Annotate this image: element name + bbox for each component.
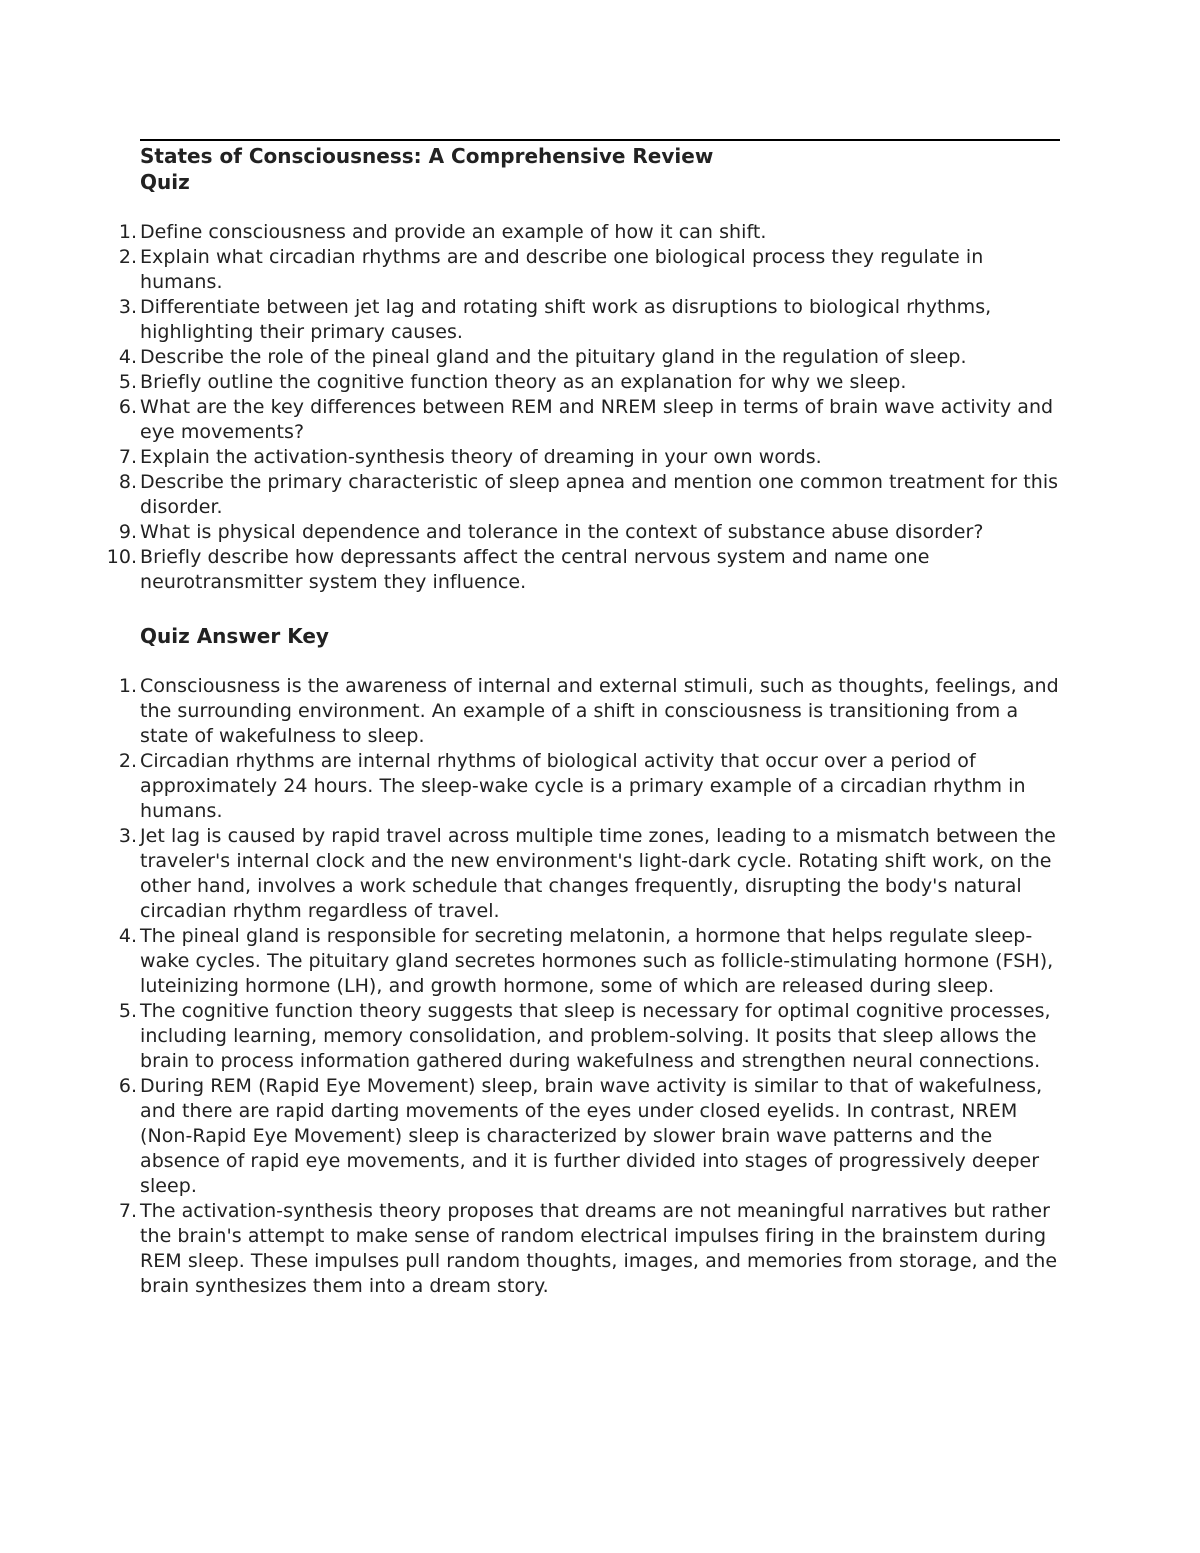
quiz-item-number: 3. (118, 296, 137, 318)
quiz-item-text: Briefly outline the cognitive function theory as an explanation for why we sleep. (140, 371, 907, 393)
quiz-item-text: Describe the role of the pineal gland and the pituitary gland in the regulation of sleep. (140, 346, 967, 368)
quiz-item-text: Differentiate between jet lag and rotating shift work as disruptions to biological rhythms, highlighting their primary causes. (140, 296, 992, 343)
document-page (106, 139, 1060, 1299)
quiz-item-text: Briefly describe how depressants affect the central nervous system and name one neurotransmitter system they influence. (140, 546, 930, 593)
answer-item-text: The pineal gland is responsible for secreting melatonin, a hormone that helps regulate sleep-wake cycles. The pituitary gland secretes hormones such as follicle-stimulating hormone (FSH), luteinizing hormone (LH), and growth hormone, some of which are released during sleep. (140, 925, 1054, 997)
quiz-item (118, 445, 1060, 470)
quiz-item (118, 520, 1060, 545)
quiz-item (118, 395, 1060, 445)
answer-item-number: 2. (118, 750, 137, 772)
quiz-item-number: 8. (118, 471, 137, 493)
answer-item (118, 999, 1060, 1074)
quiz-item-text: Explain what circadian rhythms are and describe one biological process they regulate in humans. (140, 246, 984, 293)
answer-item-text: During REM (Rapid Eye Movement) sleep, brain wave activity is similar to that of wakefulness, and there are rapid darting movements of the eyes under closed eyelids. In contrast, NREM (Non-Rapid Eye Movement) sleep is characterized by slower brain wave patterns and the absence of rapid eye movements, and it is further divided into stages of progressively deeper sleep. (140, 1075, 1043, 1197)
quiz-item-text: Describe the primary characteristic of sleep apnea and mention one common treatment for this disorder. (140, 471, 1059, 518)
quiz-item (118, 220, 1060, 245)
answer-item-number: 5. (118, 1000, 137, 1022)
answer-item (118, 1199, 1060, 1299)
quiz-item (118, 295, 1060, 345)
quiz-item-text: What are the key differences between REM and NREM sleep in terms of brain wave activity and eye movements? (140, 396, 1054, 443)
quiz-item-text: Define consciousness and provide an example of how it can shift. (140, 221, 767, 243)
answer-item (118, 749, 1060, 824)
answer-item (118, 674, 1060, 749)
quiz-item-number: 5. (118, 371, 137, 393)
answer-item-number: 1. (118, 675, 137, 697)
answer-item (118, 924, 1060, 999)
quiz-heading: Quiz (140, 170, 190, 194)
quiz-item-text: Explain the activation-synthesis theory of dreaming in your own words. (140, 446, 822, 468)
quiz-item-number: 2. (118, 246, 137, 268)
answer-item-number: 4. (118, 925, 137, 947)
answer-item (118, 824, 1060, 924)
answer-item-text: The activation-synthesis theory proposes that dreams are not meaningful narratives but rather the brain's attempt to make sense of random electrical impulses firing in the brainstem during REM sleep. These impulses pull random thoughts, images, and memories from storage, and the brain synthesizes them into a dream story. (140, 1200, 1058, 1297)
quiz-item (118, 345, 1060, 370)
quiz-item (106, 545, 1060, 595)
answer-item-text: The cognitive function theory suggests that sleep is necessary for optimal cognitive processes, including learning, memory consolidation, and problem-solving. It posits that sleep allows the brain to process information gathered during wakefulness and strengthen neural connections. (140, 1000, 1051, 1072)
answer-item-text: Consciousness is the awareness of internal and external stimuli, such as thoughts, feelings, and the surrounding environment. An example of a shift in consciousness is transitioning from a state of wakefulness to sleep. (140, 675, 1059, 747)
document-title: States of Consciousness: A Comprehensive Review (140, 144, 714, 168)
quiz-item-number: 4. (118, 346, 137, 368)
quiz-item (118, 470, 1060, 520)
answer-item-number: 3. (118, 825, 137, 847)
top-horizontal-rule (140, 139, 1060, 141)
quiz-item (118, 245, 1060, 295)
answer-item (118, 1074, 1060, 1199)
quiz-item-number: 6. (118, 396, 137, 418)
answer-key-list (118, 674, 1060, 1299)
quiz-item (118, 370, 1060, 395)
quiz-item-number: 10. (106, 546, 137, 568)
quiz-item-number: 7. (118, 446, 137, 468)
answer-key-heading: Quiz Answer Key (140, 624, 329, 648)
quiz-item-number: 9. (118, 521, 137, 543)
answer-item-text: Circadian rhythms are internal rhythms of biological activity that occur over a period of approximately 24 hours. The sleep-wake cycle is a primary example of a circadian rhythm in humans. (140, 750, 1026, 822)
quiz-item-number: 1. (118, 221, 137, 243)
answer-item-number: 7. (118, 1200, 137, 1222)
quiz-item-text: What is physical dependence and tolerance in the context of substance abuse disorder? (140, 521, 984, 543)
answer-item-number: 6. (118, 1075, 137, 1097)
answer-item-text: Jet lag is caused by rapid travel across multiple time zones, leading to a mismatch between the traveler's internal clock and the new environment's light-dark cycle. Rotating shift work, on the other hand, involves a work schedule that changes frequently, disrupting the body's natural circadian rhythm regardless of travel. (140, 825, 1056, 922)
quiz-list (106, 220, 1060, 595)
